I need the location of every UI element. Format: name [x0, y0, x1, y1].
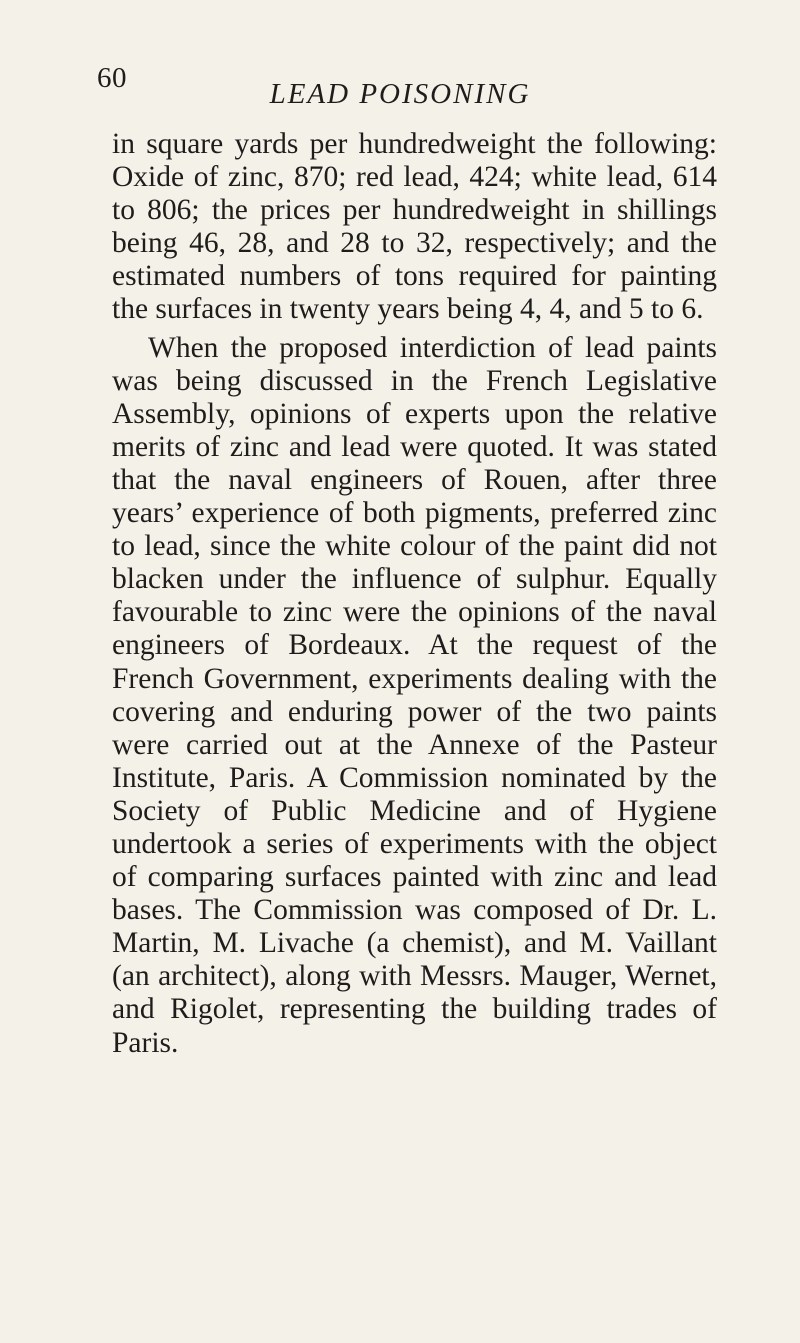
- running-head: LEAD POISONING: [269, 78, 531, 110]
- paragraph-2: When the proposed interdiction of lead paints was being discussed in the French Legislative Assembly, opinions of experts upon the relative merits of zinc and lead were quoted. It was stated that the naval engineers of Rouen, after three years’ experience of both pigments, preferred zinc to lead, since the white colour of the paint did not blacken under the influence of sulphur. Equally favourable to zinc were the opinions of the naval engineers of Bordeaux. At the request of the French Government, experiments dealing with the covering and enduring power of the two paints were carried out at the Annexe of the Pasteur Institute, Paris. A Commission nominated by the Society of Public Medicine and of Hygiene undertook a series of experiments with the object of comparing surfaces painted with zinc and lead bases. The Commission was composed of Dr. L. Martin, M. Livache (a chemist), and M. Vaillant (an architect), along with Messrs. Mauger, Wernet, and Rigolet, representing the building trades of Paris.: [112, 331, 717, 1059]
- paragraph-1: in square yards per hundredweight the following: Oxide of zinc, 870; red lead, 424; white lead, 614 to 806; the prices per hundredweight in shillings being 46, 28, and 28 to 32, respectively; and the estimated numbers of tons required for painting the surfaces in twenty years being 4, 4, and 5 to 6.: [112, 128, 717, 326]
- page-number: 60: [97, 62, 127, 94]
- body-text: [112, 128, 717, 1060]
